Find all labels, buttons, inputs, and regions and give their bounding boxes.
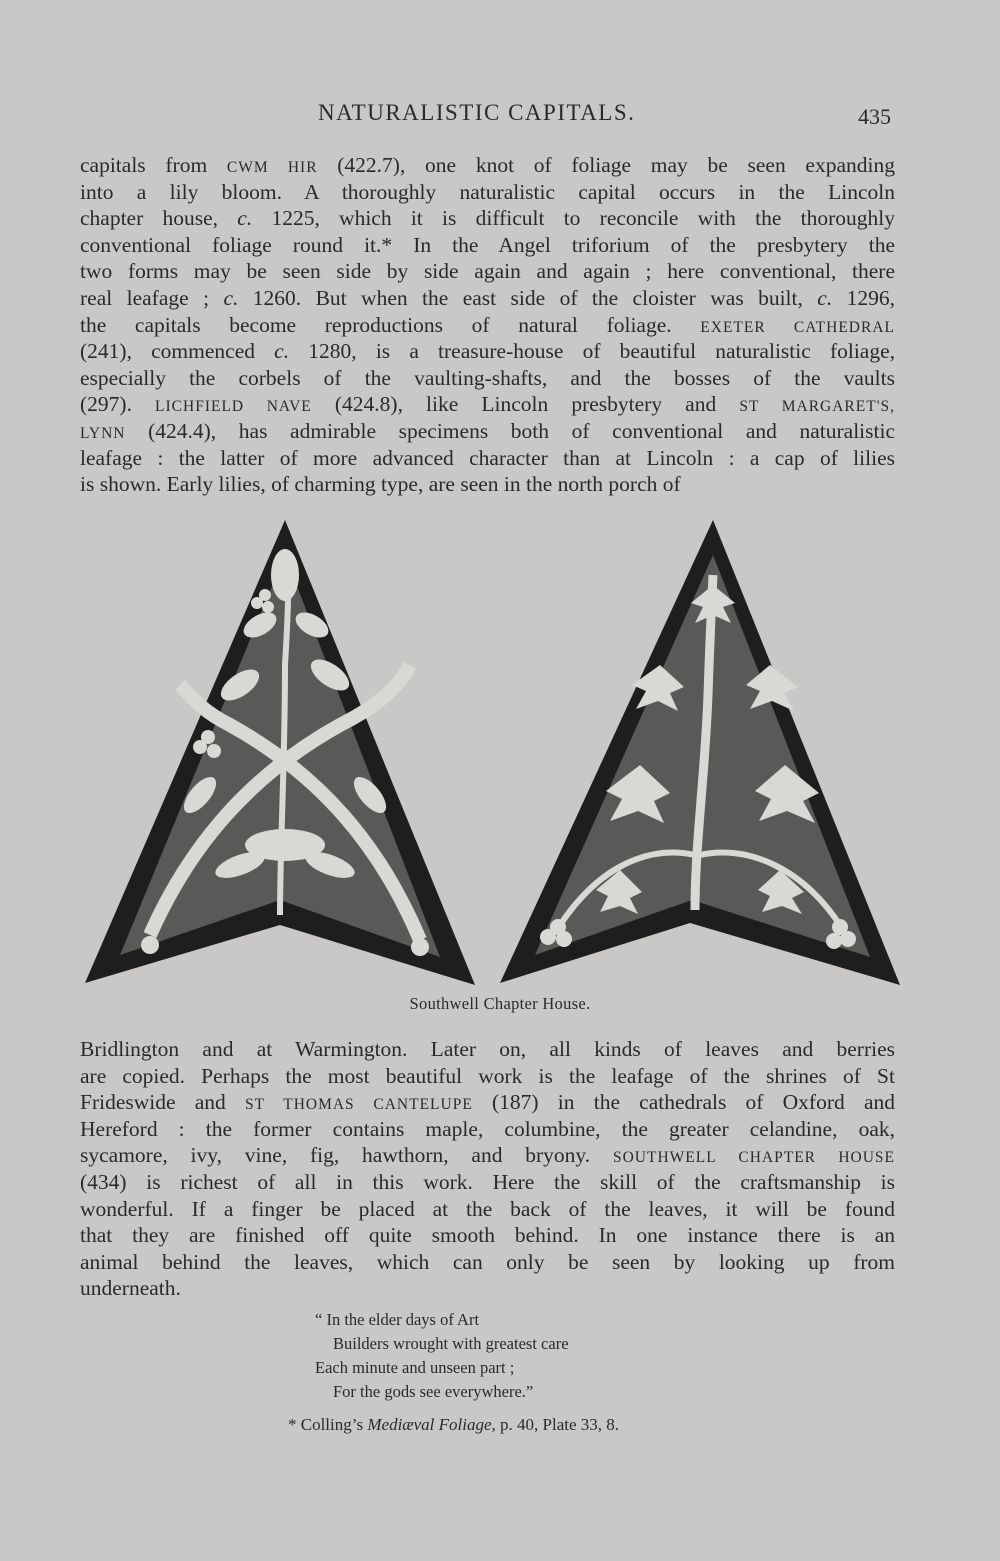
small-caps-reference: SOUTHWELL CHAPTER HOUSE [612,1149,895,1167]
small-caps-reference: ST THOMAS CANTELUPE [245,1096,473,1114]
footnote-suffix: p. 40, Plate 33, 8. [495,1415,620,1434]
text-run: capitals from [80,153,227,177]
text-run: 1260. But when the east side of the cloister was built, [238,285,818,310]
text-line [80,391,895,418]
verse-line: For the gods see everywhere.” [333,1382,534,1401]
italic-text: c. [274,339,290,364]
text-line [80,1036,895,1063]
text-line [80,258,895,285]
small-caps-reference: CWM HIR [226,159,318,176]
text-run: real leafage ; [80,285,224,310]
italic-text: c. [817,285,833,310]
text-run: is shown. Early lilies, of charming type, are seen in the north porch of [80,472,681,497]
text-line [80,312,895,339]
text-line [80,365,895,392]
footnote-title: Mediæval Foliage, [367,1415,496,1434]
text-line [80,1169,895,1196]
text-line [80,232,895,259]
illustration-southwell-capitals [80,515,900,995]
text-run: Hereford : the former contains maple, columbine, the greater celandine, oak, [80,1116,895,1141]
text-run: (424.4), has admirable specimens both of conventional and naturalistic [125,418,895,443]
small-caps-reference: LYNN [80,424,126,442]
text-line [80,1196,895,1223]
text-line [80,152,895,179]
text-line [80,1089,895,1116]
text-line [80,179,895,206]
text-run: (187) in the cathedrals of Oxford and [472,1090,895,1115]
small-caps-reference: EXETER CATHEDRAL [700,318,895,336]
paragraph-1 [80,152,895,498]
page-header [0,100,1000,134]
italic-text: c. [223,285,239,310]
text-run: (241), commenced [80,339,275,364]
text-run: are copied. Perhaps the most beautiful work is the leafage of the shrines of St [80,1063,895,1088]
verse-line: Builders wrought with greatest care [333,1334,569,1353]
text-run: (422.7), one knot of foliage may be seen expanding [317,153,895,177]
text-run: conventional foliage round it.* In the Angel triforium of the presbytery the [80,232,895,257]
text-line [80,471,895,498]
footnote-prefix: * Colling’s [288,1415,368,1434]
text-line [80,1063,895,1090]
quoted-verse [315,1308,569,1404]
small-caps-reference: LICHFIELD NAVE [155,398,312,416]
verse-line: Each minute and unseen part ; [315,1358,515,1377]
verse-line: “ In the elder days of Art [315,1310,480,1329]
text-run: underneath. [80,1276,181,1301]
running-head: NATURALISTIC CAPITALS. [318,100,636,125]
text-run: wonderful. If a finger be placed at the back of the leaves, it will be found [80,1196,895,1221]
text-line [80,1142,895,1169]
text-run: 1296, [832,285,895,310]
text-line [80,1116,895,1143]
text-run: leafage : the latter of more advanced character than at Lincoln : a cap of lilies [80,445,895,470]
text-run: two forms may be seen side by side again and again ; here conventional, there [80,259,895,284]
paragraph-2 [80,1036,895,1302]
text-line [80,1249,895,1276]
text-run: that they are finished off quite smooth behind. In one instance there is an [80,1223,895,1248]
italic-text: c. [237,206,253,231]
text-run: 1225, which it is difficult to reconcile with the thoroughly [252,206,896,231]
text-run: animal behind the leaves, which can only be seen by looking up from [80,1249,895,1274]
text-run: sycamore, ivy, vine, fig, hawthorn, and bryony. [80,1143,613,1168]
text-line [80,205,895,232]
text-run: chapter house, [80,206,238,231]
text-run: (434) is richest of all in this work. Here the skill of the craftsmanship is [80,1169,895,1194]
left-carved-triangle [85,520,475,985]
page-number: 435 [858,104,891,129]
right-carved-triangle [500,520,900,985]
text-run: (297). [80,392,156,417]
text-line [80,1275,895,1302]
text-line [80,445,895,472]
text-line [80,1222,895,1249]
footnote [288,1415,619,1435]
text-line [80,418,895,445]
text-run: 1280, is a treasure-house of beautiful naturalistic foliage, [289,339,896,364]
text-run: the capitals become reproductions of natural foliage. [80,312,701,337]
text-line [80,338,895,365]
text-run: into a lily bloom. A thoroughly naturalistic capital occurs in the Lincoln [80,179,895,204]
text-line [80,285,895,312]
small-caps-reference: ST MARGARET'S, [739,398,895,416]
text-run: especially the corbels of the vaulting-shafts, and the bosses of the vaults [80,365,895,390]
text-run: Frideswide and [80,1090,245,1115]
figure-caption: Southwell Chapter House. [409,994,591,1013]
text-run: (424.8), like Lincoln presbytery and [311,392,740,417]
text-run: Bridlington and at Warmington. Later on, all kinds of leaves and berries [80,1037,895,1061]
